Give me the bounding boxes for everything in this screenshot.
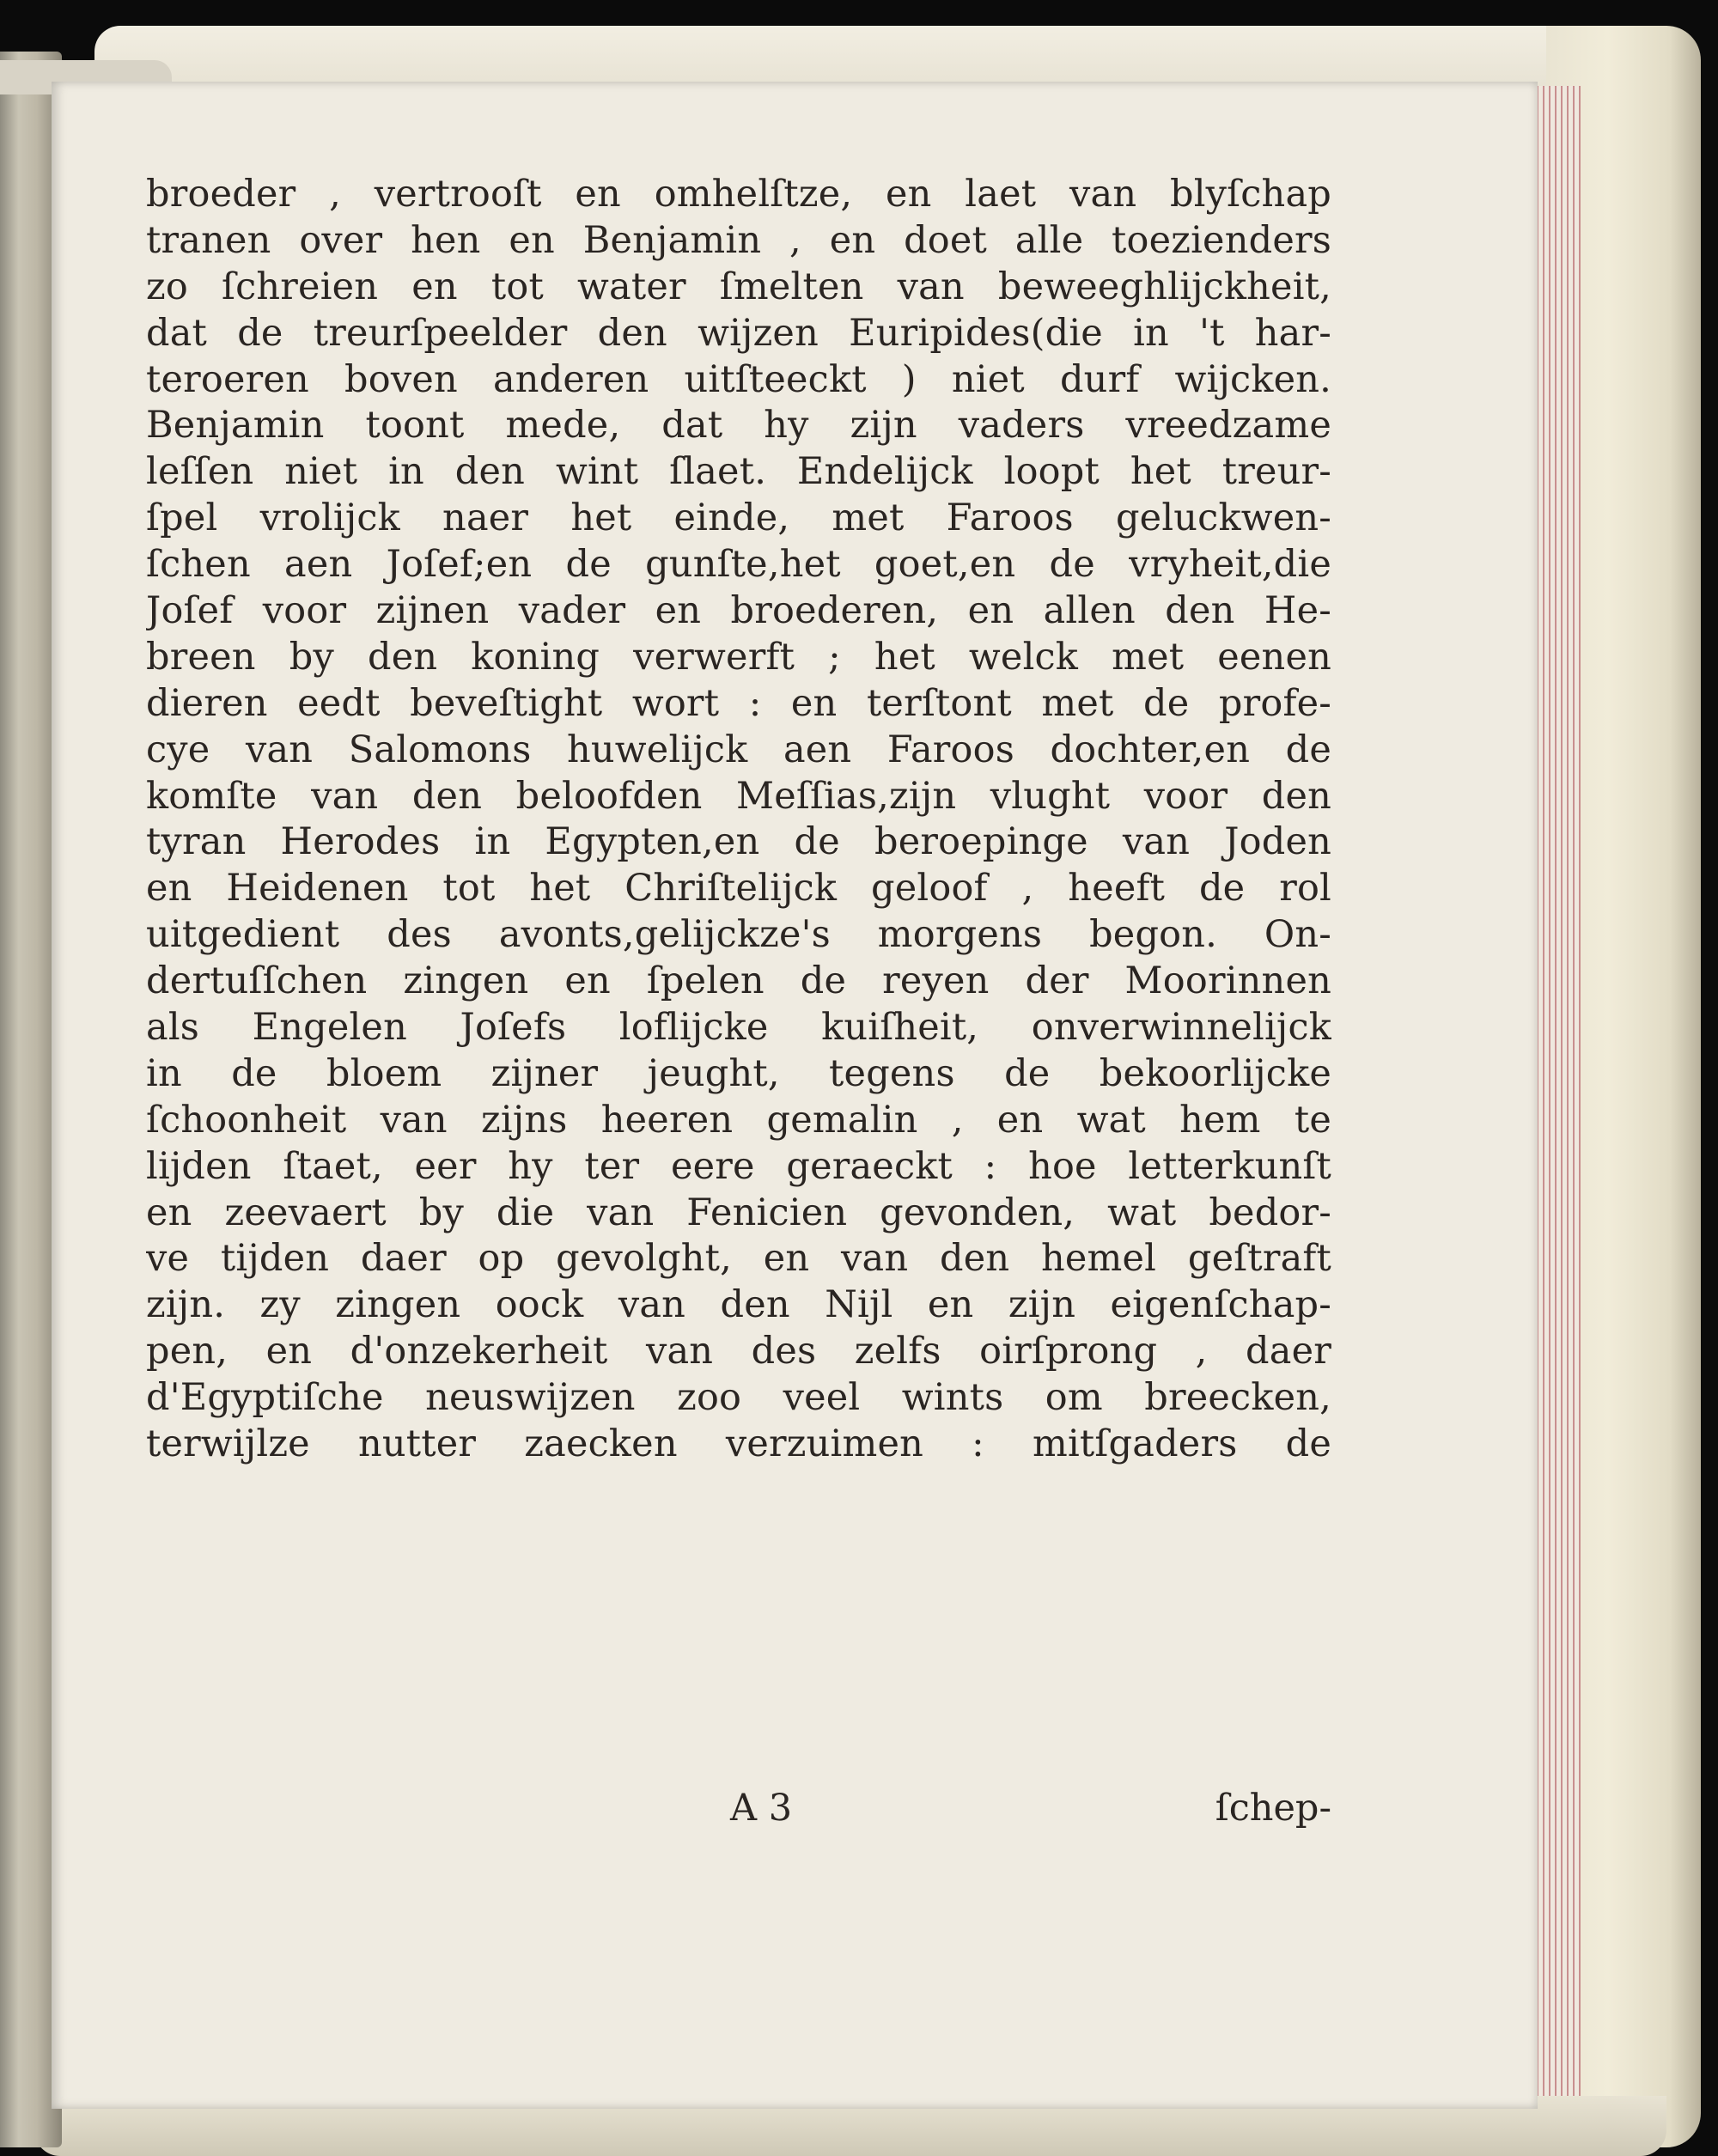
text-line: terwijlze nutter zaecken verzuimen : mitſgaders de (146, 1422, 1331, 1466)
text-line: teroeren boven anderen uitſteeckt ) niet durf wijcken. (146, 357, 1331, 401)
text-line: cye van Salomons huwelijck aen Faroos dochter,en de (146, 728, 1331, 771)
text-line: Benjamin toont mede, dat hy zijn vaders vreedzame (146, 404, 1331, 448)
text-line: in de bloem zijner jeught, tegens de bekoorlijcke (146, 1051, 1331, 1095)
text-line: ſchoonheit van zijns heeren gemalin , en wat hem te (146, 1098, 1331, 1142)
text-line: pen, en d'onzekerheit van des zelfs oirſprong , daer (146, 1330, 1331, 1373)
signature-mark: A 3 (730, 1787, 793, 1830)
page-footer (146, 1787, 1331, 1838)
text-line: komſte van den beloofden Meſſias,zijn vlught voor den (146, 774, 1331, 818)
text-line: dieren eedt beveſtight wort : en terſtont met de profe- (146, 681, 1331, 725)
text-line: als Engelen Joſefs loflijcke kuiſheit, onverwinnelijck (146, 1006, 1331, 1050)
text-line: uitgedient des avonts,gelijckze's morgens begon. On- (146, 913, 1331, 957)
text-line: d'Egyptiſche neuswijzen zoo veel wints om breecken, (146, 1376, 1331, 1420)
text-line: ſchen aen Joſef;en de gunſte,het goet,en de vryheit,die (146, 543, 1331, 587)
text-line: zo ſchreien en tot water ſmelten van beweeghlijckheit, (146, 265, 1331, 308)
text-line: tranen over hen en Benjamin , en doet alle toezienders (146, 218, 1331, 262)
catchword: ſchep- (1215, 1787, 1331, 1830)
text-line: lijden ſtaet, eer hy ter eere geraeckt : hoe letterkunſt (146, 1144, 1331, 1188)
page-text-block (146, 172, 1331, 1468)
text-line: Joſef voor zijnen vader en broederen, en allen den He- (146, 589, 1331, 633)
text-line: ſpel vrolijck naer het einde, met Faroos geluckwen- (146, 496, 1331, 540)
text-line: en Heidenen tot het Chriſtelijck geloof , heeft de rol (146, 867, 1331, 911)
text-line: breen by den koning verwerft ; het welck met eenen (146, 635, 1331, 679)
text-line: en zeevaert by die van Fenicien gevonden, wat bedor- (146, 1191, 1331, 1234)
text-line: dertuſſchen zingen en ſpelen de reyen der Moorinnen (146, 959, 1331, 1003)
text-line: dat de treurſpeelder den wijzen Euripides(die in 't har- (146, 311, 1331, 355)
text-line: ve tijden daer op gevolght, en van den hemel geſtraft (146, 1237, 1331, 1281)
text-line: leſſen niet in den wint ſlaet. Endelijck loopt het treur- (146, 450, 1331, 494)
text-line: zijn. zy zingen oock van den Nijl en zijn eigenſchap- (146, 1283, 1331, 1327)
text-line: broeder , vertrooſt en omhelſtze, en laet van blyſchap (146, 173, 1331, 216)
text-line: tyran Herodes in Egypten,en de beroepinge van Joden (146, 820, 1331, 864)
